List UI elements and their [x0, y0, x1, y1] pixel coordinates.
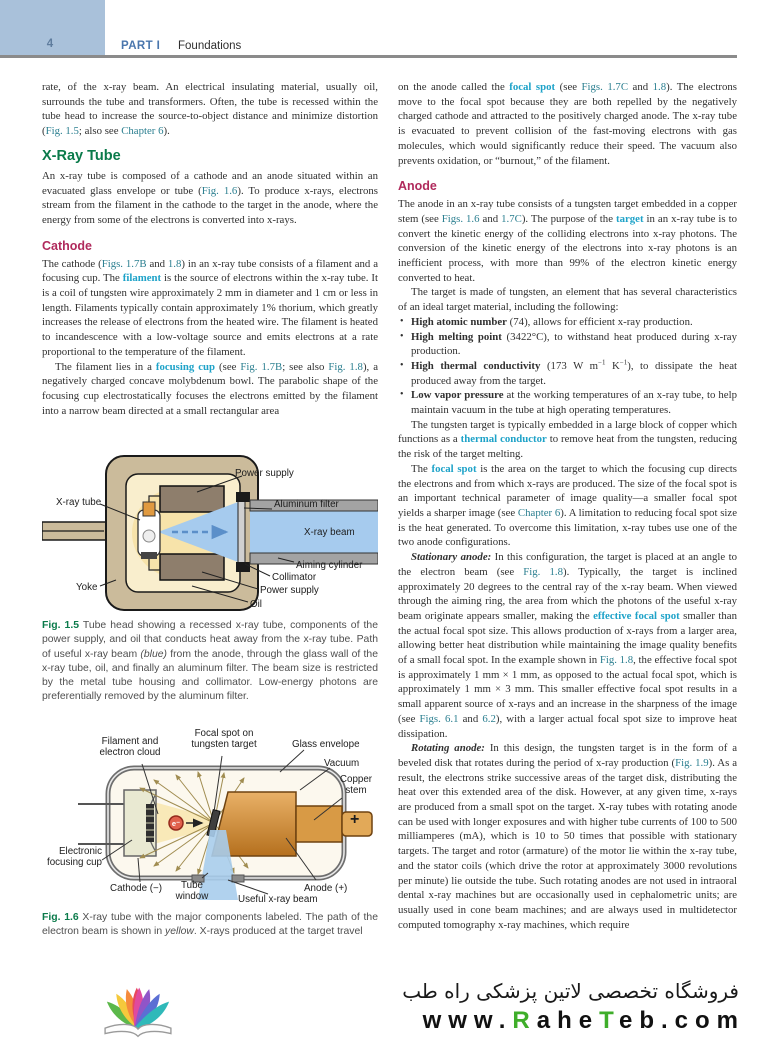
figure-1-6-caption: Fig. 1.6 X-ray tube with the major components labeled. The path of the electron beam is shown in yellow. X-rays produced at the target travel	[42, 911, 378, 938]
xray-tube-paragraph: An x-ray tube is composed of a cathode and an anode situated within an evacuated glass envelope or tube (Fig. 1.6). To produce x-rays, electrons stream from the filament in the cathode to the target in the anode, where the energy from some of the electrons is converted into x-rays.	[42, 169, 378, 226]
fig16-label-anode: Anode (+)	[304, 882, 348, 894]
persian-store-name: فروشگاه تخصصی لاتین پزشکی راه طب	[402, 979, 739, 1003]
fig15-label-power-supply-top: Power supply	[235, 468, 294, 480]
tungsten-properties-list	[398, 315, 737, 418]
fig16-electron-symbol: e⁻	[171, 818, 181, 828]
fig16-label-vacuum: Vacuum	[324, 757, 360, 769]
header-rule	[0, 55, 737, 58]
bullet-thermal-conductivity: • High thermal conductivity (173 W $m^{-1}$ $K^{-1}$), to dissipate the heat produced away from the target.	[398, 359, 737, 388]
fig16-label-copper-stem: Copper stem	[339, 773, 373, 796]
cathode-heading: Cathode	[42, 238, 92, 253]
figure-1-5-caption: Fig. 1.5 Tube head showing a recessed x-ray tube, components of the power supply, and oil that conducts heat away from the x-ray tube. Path of useful x-ray beam (blue) from the anode, through the glass wall of the x-ray tube, oil, and finally an aluminum filter. The beam size is restricted by the metal tube housing and collimator. Low-energy photons are preferentially removed by the aluminum filter.	[42, 620, 378, 702]
cathode-paragraph-1: The cathode (Figs. 1.7B and 1.8) in an x-ray tube consists of a filament and a focusing cup. The filament is the source of electrons within the x-ray tube. It is a coil of tungsten wire approximately 2 mm in diameter and 1 cm or less in length. Filaments typically contain approximately 1% thorium, which greatly increases the release of electrons from the heated wire. The filament is heated to incandescence with a low-voltage source and emits electrons at a rate proportional to the temperature of the filament.	[42, 257, 378, 358]
right-column	[398, 80, 737, 975]
fig16-label-useful-beam: Useful x-ray beam	[238, 893, 318, 905]
anode-heading: Anode	[398, 179, 437, 194]
focal-spot-area-paragraph: The focal spot is the area on the target to which the focusing cup directs the electrons and from which x-rays are produced. The size of the focal spot is an important technical parameter of image quality—a smaller focal spot yields a sharper image (see Chapter 6). A limitation to reducing focal spot size is the heat generated. To overcome this limitation, x-ray tubes use one of the two anode configurations.	[398, 462, 737, 549]
part-label: PART I	[121, 40, 161, 52]
website-url: www.RaheTeb.com	[422, 1007, 745, 1034]
bullet-vapor-pressure: • Low vapor pressure at the working temperatures of an x-ray tube, to help maintain vacuum in the tube at high operating temperatures.	[398, 388, 737, 417]
fig16-label-glass-envelope: Glass envelope	[292, 738, 360, 750]
fig15-label-xray-beam: X-ray beam	[304, 527, 355, 539]
stationary-anode-paragraph: Stationary anode: In this configuration, the target is placed at an angle to the electron beam (see Fig. 1.8). Typically, the target is inclined approximately 20 degrees to the central ray of the x-ray beam. When viewed through the aiming ring, the area from which the photons of the useful x-ray beam originate appears smaller, making the effective focal spot smaller than the actual focal spot size. This allows production of x-rays from a larger area, allowing better heat distribution while maintaining the image quality benefits of a small focal spot. In the example shown in Fig. 1.8, the effective focal spot is approximately 1 mm × 1 mm, as opposed to the actual focal spot, which is approximately 1 mm × 3 mm. This smaller effective focal spot results in a small apparent source of x-rays and an increase in the sharpness of the image (see Figs. 6.1 and 6.2), with a larger actual focal spot size to improve heat dissipation.	[398, 551, 737, 740]
left-column	[42, 80, 378, 975]
figure-1-5	[42, 452, 378, 614]
raheteb-book-logo	[92, 976, 184, 1040]
thermal-paragraph: The tungsten target is typically embedded in a large block of copper which functions as a thermal conductor to remove heat from the tungsten, reducing the risk of the target melting.	[398, 418, 737, 461]
fig16-label-tube-window: Tube window	[175, 879, 209, 902]
focal-spot-paragraph: on the anode called the focal spot (see Figs. 1.7C and 1.8). The electrons move to the focal spot because they are both repelled by the negatively charged cathode and attracted to the positively charged anode. The x-ray tube is evacuated to prevent collision of the fast-moving electrons with gas molecules, which would significantly reduce their speed. The vacuum also prevents oxidation, or “burnout,” of the filament.	[398, 81, 737, 167]
fig15-label-oil: Oil	[250, 599, 262, 611]
figure-1-6	[42, 728, 378, 906]
fig15-label-xray-tube: X-ray tube	[56, 497, 102, 509]
cathode-paragraph-2: The filament lies in a focusing cup (see Fig. 1.7B; see also Fig. 1.8), a negatively charged concave molybdenum bowl. The parabolic shape of the focusing cup electrostatically focuses the electrons emitted by the filament into a narrow beam directed at a small rectangular area	[42, 360, 378, 417]
fig15-label-power-supply-bottom: Power supply	[260, 585, 319, 597]
fig15-label-aluminum-filter: Aluminum filter	[274, 499, 339, 511]
section-title: Foundations	[178, 40, 242, 52]
watermark-footer	[0, 975, 775, 1042]
rotating-anode-paragraph: Rotating anode: In this design, the tungsten target is in the form of a beveled disk that rotates during the period of x-ray production (Fig. 1.9). As a result, the electrons strike successive areas of the target disk, distributing the heat over this extended area of the disk. However, at any given time, x-rays are produced from a small spot on the target. X-ray tubes with rotating anode can be used with longer exposures and with higher tube currents of 100 to 500 milliamperes (mA), which is 10 to 50 times that possible with stationary targets. The target and rotor (armature) of the motor lie within the x-ray tube, and the stator coils (which drive the rotor at approximately 3000 revolutions per minute) lie outside the tube. Such rotating anodes are not used in intraoral dental x-ray machines but are occasionally used in cephalometric units; are usually used in cone beam machines; and are always used in multidetector computed tomography x-ray machines, which require	[398, 742, 737, 931]
fig16-plus-sign: +	[350, 810, 360, 828]
fig16-label-focal-spot: Focal spot on tungsten target	[191, 727, 257, 750]
fig15-label-aiming-cylinder: Aiming cylinder	[296, 560, 363, 572]
fig16-label-cathode: Cathode (−)	[110, 882, 163, 894]
page-number: 4	[46, 38, 54, 50]
fig16-label-filament: Filament and electron cloud	[99, 735, 161, 758]
fig15-label-collimator: Collimator	[272, 572, 317, 584]
xray-tube-heading: X-Ray Tube	[42, 147, 121, 164]
anode-paragraph-1: The anode in an x-ray tube consists of a tungsten target embedded in a copper stem (see Figs. 1.6 and 1.7C). The purpose of the target in an x-ray tube is to convert the kinetic energy of the colliding electrons into x-ray photons. The conversion of the kinetic energy of the electrons into x-ray photons is an inefficient process, with more than 99% of the electron kinetic energy converted to heat.	[398, 198, 737, 284]
fig15-label-yoke: Yoke	[76, 582, 98, 594]
anode-paragraph-2: The target is made of tungsten, an element that has several characteristics of an ideal target material, including the following:	[398, 286, 737, 314]
intro-paragraph: rate, of the x-ray beam. An electrical insulating material, usually oil, surrounds the tube and transformers. Often, the tube is recessed within the tube head to increase the source-to-object distance and minimize distortion (Fig. 1.5; also see Chapter 6).	[42, 81, 378, 138]
bullet-melting-point: • High melting point (3422°C), to withstand heat produced during x-ray production.	[398, 330, 737, 359]
bullet-atomic-number: • High atomic number (74), allows for efficient x-ray production.	[398, 315, 737, 330]
fig16-label-focusing-cup: Electronic focusing cup	[46, 845, 102, 868]
